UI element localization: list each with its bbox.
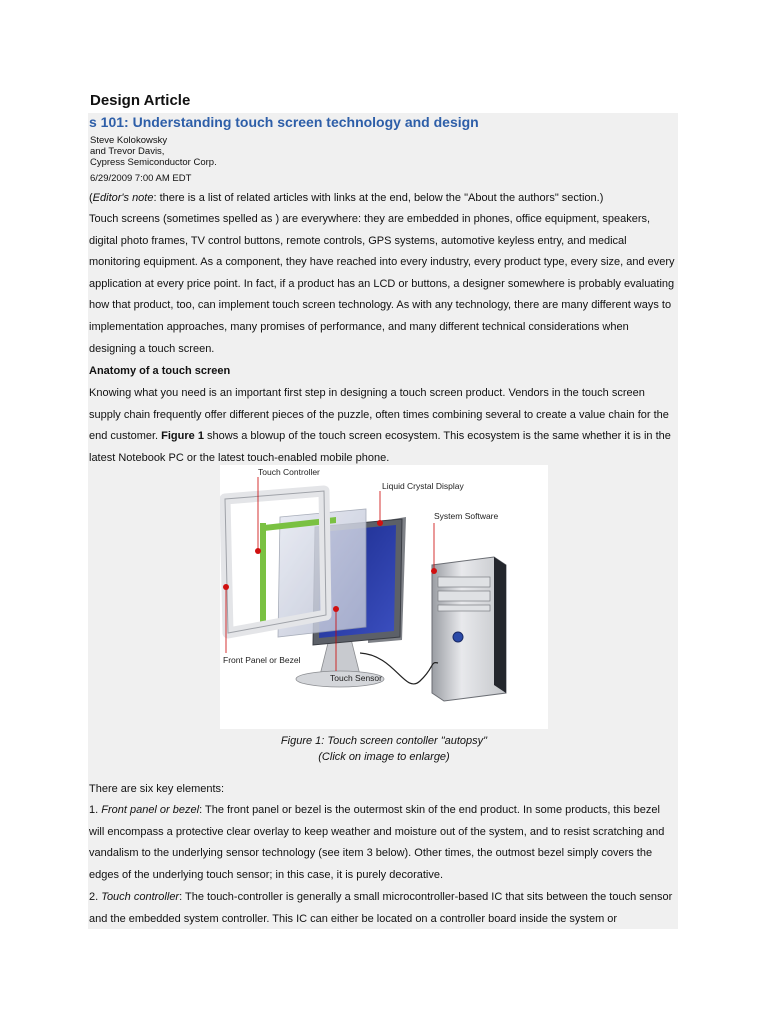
label-touch-controller: Touch Controller bbox=[258, 467, 320, 477]
touch-controller-strip bbox=[260, 523, 266, 631]
editors-note-text: : there is a list of related articles with links at the end, below the "About the authors" section.) bbox=[153, 192, 604, 204]
article bbox=[88, 113, 678, 929]
pc-tower-side bbox=[494, 557, 506, 693]
list-item bbox=[89, 887, 677, 930]
author-line: and Trevor Davis, bbox=[90, 146, 165, 157]
power-button-icon bbox=[453, 632, 463, 642]
figure-reference: Figure 1 bbox=[161, 430, 204, 443]
list-item bbox=[89, 800, 677, 886]
label-front-panel: Front Panel or Bezel bbox=[223, 655, 301, 665]
author-affiliation: Cypress Semiconductor Corp. bbox=[90, 157, 217, 168]
drive-bay-2 bbox=[438, 591, 490, 601]
drive-bay-1 bbox=[438, 577, 490, 587]
header-gap bbox=[757, 243, 766, 299]
item-text: : The touch-controller is generally a small microcontroller-based IC that sits between the touch sensor and the embedded system controller. This IC can either be located on a controller board inside the system or bbox=[89, 891, 673, 925]
touch-screen-exploded-diagram bbox=[220, 465, 548, 729]
six-elements-intro: There are six key elements: bbox=[89, 783, 225, 795]
label-touch-sensor: Touch Sensor bbox=[330, 673, 382, 683]
paragraph-anatomy-a: Knowing what you need is an important first step in designing a touch screen product. Vendors in the touch screen supply chain frequently offer different pieces of the puzzle, often times combining several to create a value chain for the end customer. bbox=[89, 387, 669, 443]
callout-dot-sensor bbox=[333, 606, 339, 612]
figure-caption bbox=[220, 733, 548, 765]
section-label: Design Article bbox=[90, 92, 191, 109]
callout-dot-lcd bbox=[377, 520, 383, 526]
editors-note-label: Editor's note bbox=[92, 192, 154, 204]
paragraph-anatomy-b: shows a blowup of the touch screen ecosystem. This ecosystem is the same whether it is in the latest Notebook PC or the latest touch-enabled mobile phone. bbox=[89, 430, 671, 464]
callout-dot-software bbox=[431, 568, 437, 574]
figure-caption-title: Figure 1: Touch screen contoller "autopsy" bbox=[280, 735, 488, 747]
item-term: Front panel or bezel bbox=[101, 804, 200, 816]
byline bbox=[90, 135, 217, 168]
drive-bay-3 bbox=[438, 605, 490, 611]
figure-1-image[interactable] bbox=[220, 465, 548, 729]
item-text: : The front panel or bezel is the outermost skin of the end product. In some products, this bezel will encompass a protective clear overlay to keep weather and moisture out of the system, and to resist scratching and vandalism to the underlying sensor technology (see item 3 below). Other times, the outmost bezel simply covers the edges of the underlying touch sensor; in this case, it is purely decorative. bbox=[89, 804, 665, 881]
item-term: Touch controller bbox=[101, 891, 180, 903]
item-number: 2. bbox=[89, 891, 102, 903]
figure-enlarge-link[interactable]: (Click on image to enlarge) bbox=[318, 751, 450, 763]
article-title[interactable]: s 101: Understanding touch screen technology and design bbox=[89, 114, 479, 130]
author-line: Steve Kolokowsky bbox=[90, 135, 168, 146]
publish-date: 6/29/2009 7:00 AM EDT bbox=[90, 173, 192, 184]
label-lcd: Liquid Crystal Display bbox=[382, 481, 464, 491]
editors-note: (Editor's note: there is a list of related articles with links at the end, below the "About the authors" section.) bbox=[89, 192, 604, 204]
paragraph-anatomy bbox=[89, 383, 677, 469]
label-system-software: System Software bbox=[434, 511, 499, 521]
callout-dot-bezel bbox=[223, 584, 229, 590]
heading-anatomy: Anatomy of a touch screen bbox=[89, 365, 231, 377]
item-number: 1. bbox=[89, 804, 102, 816]
callout-dot-controller bbox=[255, 548, 261, 554]
paragraph-intro: Touch screens (sometimes spelled as ) are everywhere: they are embedded in phones, office equipment, speakers, digital photo frames, TV control buttons, remote controls, GPS systems, automotive keyless entry, and medical monitoring equipment. As a component, they have reached into every industry, every product type, every size, and every application at every price point. In fact, if a product has an LCD or buttons, a designer somewhere is probably evaluating how that product, too, can implement touch screen technology. As with any technology, there are many different ways to implementation approaches, many promises of performance, and many different technical considerations when designing a touch screen. bbox=[89, 213, 675, 355]
